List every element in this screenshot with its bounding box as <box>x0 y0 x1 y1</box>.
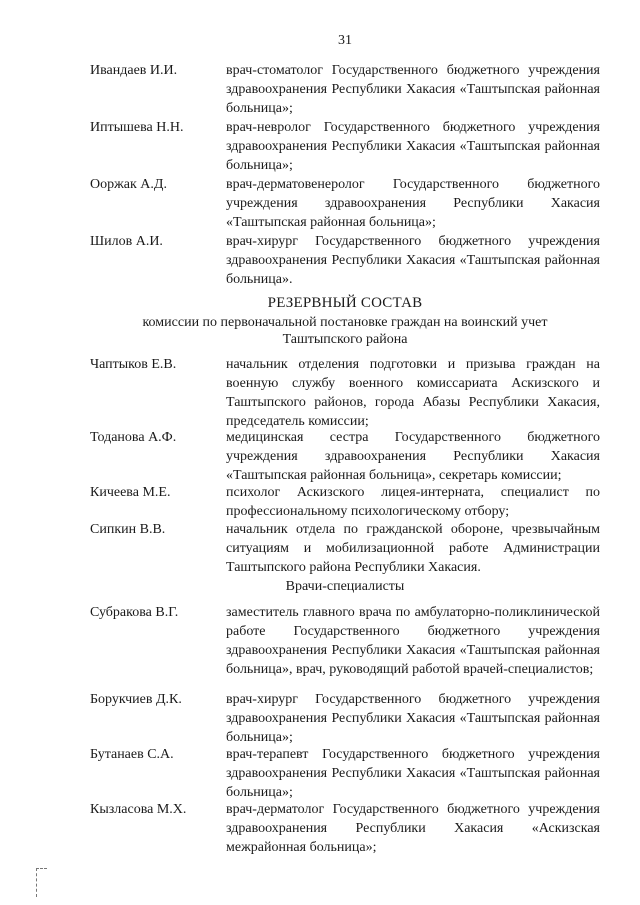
person-name: Субракова В.Г. <box>90 605 179 620</box>
person-role: врач-невролог Государственного бюджетного учреждения здравоохранения Республики Хакасия «Таштыпская районная больница»; <box>226 120 600 173</box>
person-name: Тоданова А.Ф. <box>90 430 177 445</box>
person-name: Сипкин В.В. <box>90 522 166 537</box>
person-role: врач-дерматолог Государственного бюджетного учреждения здравоохранения Республики Хакасия «Аскизская межрайонная больница»; <box>226 802 600 855</box>
person-name: Шилов А.И. <box>90 234 163 249</box>
section-title: РЕЗЕРВНЫЙ СОСТАВ <box>267 295 423 311</box>
person-name: Кызласова М.Х. <box>90 802 187 817</box>
section-subtitle: Таштыпского района <box>282 332 408 347</box>
person-name: Чаптыков Е.В. <box>90 357 177 372</box>
subsection-heading: Врачи-специалисты <box>285 579 405 594</box>
person-name: Кичеева М.Е. <box>90 485 171 500</box>
person-role: медицинская сестра Государственного бюджетного учреждения здравоохранения Республики Хакасия «Таштыпская районная больница», секретарь комиссии; <box>226 430 600 483</box>
person-role: врач-хирург Государственного бюджетного учреждения здравоохранения Республики Хакасия «Таштыпская районная больница». <box>226 234 600 287</box>
person-role: врач-терапевт Государственного бюджетного учреждения здравоохранения Республики Хакасия «Таштыпская районная больница»; <box>226 747 600 800</box>
person-role: психолог Аскизского лицея-интерната, специалист по профессиональному психологическому отбору; <box>226 485 600 519</box>
person-role: врач-дерматовенеролог Государственного бюджетного учреждения здравоохранения Республики Хакасия «Таштыпская районная больница»; <box>226 177 600 230</box>
scan-crop-mark <box>36 868 47 897</box>
person-role: врач-хирург Государственного бюджетного учреждения здравоохранения Республики Хакасия «Таштыпская районная больница»; <box>226 692 600 745</box>
person-name: Бутанаев С.А. <box>90 747 174 762</box>
person-role: начальник отдела по гражданской обороне, чрезвычайным ситуациям и мобилизационной работе Администрации Таштыпского района Республики Хакасия. <box>226 522 600 575</box>
person-name: Борукчиев Д.К. <box>90 692 182 707</box>
person-name: Ивандаев И.И. <box>90 63 178 78</box>
person-name: Иптышева Н.Н. <box>90 120 184 135</box>
section-subtitle: комиссии по первоначальной постановке граждан на воинский учет <box>142 315 548 330</box>
person-role: начальник отделения подготовки и призыва граждан на военную службу военного комиссариата Аскизского и Таштыпского районов, города Абазы Республики Хакасия, председатель комиссии; <box>226 357 600 429</box>
person-name: Ооржак А.Д. <box>90 177 167 192</box>
person-role: врач-стоматолог Государственного бюджетного учреждения здравоохранения Республики Хакасия «Таштыпская районная больница»; <box>226 63 600 116</box>
person-role: заместитель главного врача по амбулаторно-поликлинической работе Государственного бюджетного учреждения здравоохранения Республики Хакасия «Таштыпская районная больница», врач, руководящий работой врачей-специалистов; <box>226 605 600 677</box>
page-number: 31 <box>338 33 352 48</box>
